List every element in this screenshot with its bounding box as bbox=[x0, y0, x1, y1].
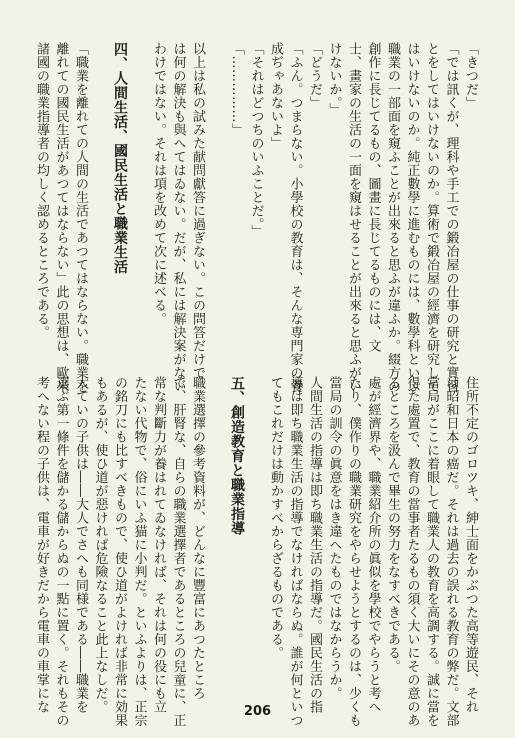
text-line: 常な判斷力が養はれてゐなければ、それは何の役にも立 bbox=[151, 376, 166, 714]
text-line: 離れての國民生活があつてはならない」此の思想は、歐米 bbox=[53, 42, 69, 393]
text-line: 大ていの子供は――大人でさへも同様である――職業を bbox=[73, 376, 88, 714]
text-line: もあるが、使ひ道が惡ければ危險なること此上なしだ。 bbox=[92, 376, 108, 714]
text-line: 住所不定のゴロツキ、紳士面をかぶつた高等遊民、それ bbox=[463, 376, 478, 714]
text-line bbox=[207, 376, 227, 688]
text-line: わけではない。それは項を改めて次に述べる。 bbox=[151, 42, 166, 326]
section-heading: 五、創造教育と職業指導 bbox=[229, 376, 245, 536]
text-line bbox=[90, 42, 110, 352]
text-line: は昭和日本の癌だ。それは過去の誤れる教育の弊だ。文部 bbox=[443, 376, 459, 727]
text-line: 「職業を離れての人間の生活であつてはならない。職業を bbox=[73, 42, 88, 393]
text-line: 「ふん。つまらない。小學校の教育は、そんな専門家の養 bbox=[287, 42, 303, 393]
text-line: 「……………」 bbox=[229, 42, 244, 137]
text-line: 「では訊くが、理科や手工での鍛冶屋の仕事の研究と實習 bbox=[443, 42, 459, 393]
text-line: けないか。」 bbox=[326, 42, 342, 117]
text-line: とをしてはいけないのか。算術で鍛冶屋の經濟を研究して bbox=[424, 42, 439, 393]
text-line: 選ぶ第一條件を儲かる儲からぬの一點に置く。それもその bbox=[53, 376, 69, 727]
text-line: の銘刀にも比すべきもので、使ひ道がよければ非常に効果 bbox=[112, 376, 127, 727]
text-line: 職業の一部面を窺ふことが出來ると思ふが違ふか。綴方の bbox=[385, 42, 400, 393]
text-line: 考へない程の子供は、電車が好きだから電車の車掌にな bbox=[34, 376, 49, 714]
text-line bbox=[246, 376, 266, 688]
text-line: 以上は私の試みた献問獻答に過ぎない。この問答だけで bbox=[190, 42, 205, 380]
text-line: たり、僕作りの職業研究をやらせようとするのは、少くも bbox=[346, 376, 361, 727]
upper-text-column bbox=[18, 42, 480, 393]
text-line: で、肝腎な、自らの職業選擇者であるところの兒童に、正 bbox=[170, 376, 186, 727]
text-line: はいけないのか。純正數學に進むものには、數學科といふ bbox=[404, 42, 420, 393]
text-line: 得た處置で、教育の當事者たるもの須く大いにその意のあ bbox=[404, 376, 420, 727]
text-line: 「それはどつちのいふことだ。」 bbox=[248, 42, 264, 238]
text-line: 職業選擇の參考資料が、どんなに豐富にあつたところ bbox=[190, 376, 205, 700]
text-line: 導は即ち職業生活の指導でなければならぬ。誰が何といつ bbox=[287, 376, 303, 727]
text-line: 士、畫家の生活の一面を窺はせることが出來ると思ふがい bbox=[346, 42, 361, 393]
section-heading: 四、人間生活、國民生活と職業生活 bbox=[112, 42, 128, 274]
text-line: 當局の訓令の眞意をはき違へたものではなからうか。 bbox=[326, 376, 342, 700]
text-line: 成ぢゃあないよ」 bbox=[268, 42, 283, 150]
text-line: は何の解決も與へてはゐない。だが、私には解決案がない bbox=[170, 42, 186, 393]
text-line: 當局がここに着眼して職業人の教育を高調する。誠に當を bbox=[424, 376, 439, 727]
text-line: たない代物で、俗にいふ猫に小判だ。といふよりは、正宗 bbox=[131, 376, 147, 727]
text-line bbox=[129, 42, 149, 352]
text-line: 創作に長じてるもの、圖畫に長じてるものには、文 bbox=[365, 42, 381, 353]
text-line: 處が經濟界や、職業紹介所の眞似を學校でやらうと考へ bbox=[365, 376, 381, 714]
text-line: 「きつだ」 bbox=[463, 42, 478, 110]
text-line: 諸國の職業指導者の均しく認めるところである。 bbox=[34, 42, 49, 339]
text-line: 人間生活の指導は即ち職業生活の指導だ。國民生活の指 bbox=[307, 376, 322, 714]
text-line: 「どうだ」 bbox=[307, 42, 322, 110]
page-number: 206 bbox=[243, 704, 272, 719]
text-line: るところを汲んで畢生の努力をなすべきである。 bbox=[385, 376, 400, 673]
text-line bbox=[207, 42, 227, 352]
text-line: てもこれだけは動かすべからざるものである。 bbox=[268, 376, 283, 660]
